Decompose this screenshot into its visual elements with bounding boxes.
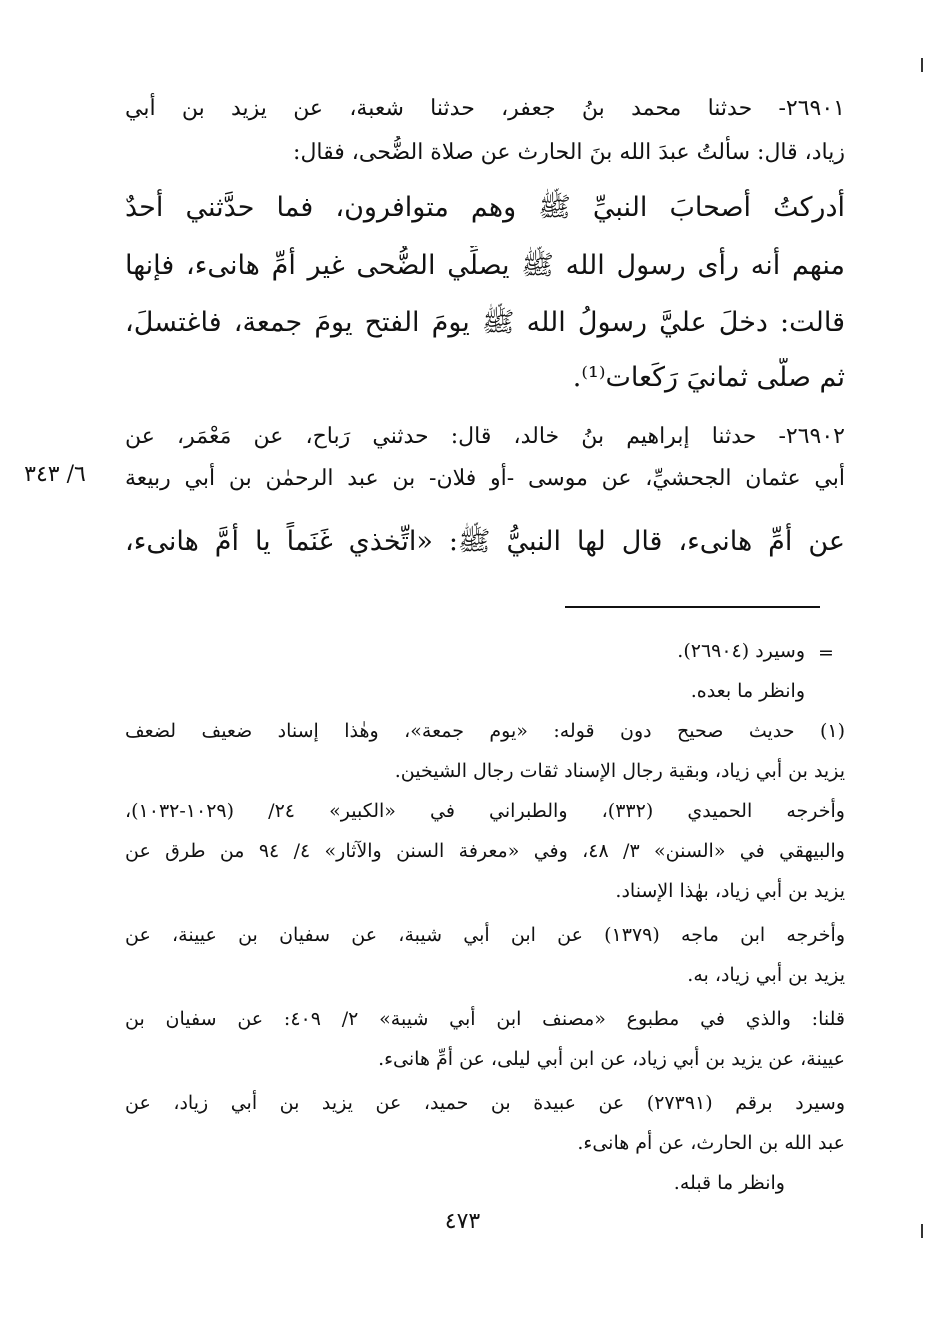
hadith-2-matn-line-1: عن أمِّ هانىء، قال لها النبيُّ ﷺ: «اتِّخذي غَنَماً يا أُمَّ هانىء، (125, 526, 845, 557)
hadith-1-matn-line-4: ثم صلَّى ثمانيَ رَكَعات⁽¹⁾. (572, 362, 845, 393)
footnote-line-8: وأخرجه ابن ماجه (١٣٧٩) عن ابن أبي شيبة، عن سفيان بن عيينة، عن (125, 924, 845, 946)
hadith-2-isnad-line-1: ٢٦٩٠٢- حدثنا إبراهيم بنُ خالد، قال: حدثني رَباح، عن مَعْمَر، عن (125, 424, 845, 449)
footnote-line-5: وأخرجه الحميدي (٣٣٢)، والطبراني في «الكبير» ٢٤/ (١٠٢٩-١٠٣٢)، (125, 800, 845, 822)
scan-edge-mark (921, 1224, 923, 1238)
footnote-line-9: يزيد بن أبي زياد، به. (687, 964, 845, 986)
footnote-separator (565, 606, 820, 608)
footnote-line-11: عيينة، عن يزيد بن أبي زياد، عن ابن أبي ليلى، عن أمِّ هانىء. (378, 1048, 845, 1070)
footnote-line-12: وسيرد برقم (٢٧٣٩١) عن عبيدة بن حميد، عن يزيد بن أبي زياد، عن (125, 1092, 845, 1114)
hadith-1-isnad-line-1: ٢٦٩٠١- حدثنا محمد بنُ جعفر، حدثنا شعبة، عن يزيد بن أبي (125, 96, 845, 121)
footnote-line-1: وسيرد (٢٦٩٠٤). (677, 640, 805, 662)
footnote-line-14: وانظر ما قبله. (673, 1172, 785, 1194)
hadith-1-matn-line-2: منهم أنه رأى رسول الله ﷺ يصلِّي الضُّحى غير أمِّ هانىء، فإنها (125, 250, 845, 281)
footnote-line-2: وانظر ما بعده. (690, 680, 805, 702)
hadith-2-isnad-line-2: أبي عثمان الجحشيِّ، عن موسى -أو فلان- بن عبد الرحمٰن بن أبي ربيعة (125, 466, 845, 491)
footnote-line-10: قلنا: والذي في مطبوع «مصنف ابن أبي شيبة» ٢/ ٤٠٩: عن سفيان بن (125, 1008, 845, 1030)
footnote-line-13: عبد الله بن الحارث، عن أم هانىء. (577, 1132, 845, 1154)
margin-reference: ٦/ ٣٤٣ (24, 462, 86, 487)
scan-edge-mark (921, 58, 923, 72)
hadith-1-matn-line-1: أدركتُ أصحابَ النبيِّ ﷺ وهم متوافرون، فما حدَّثني أحدٌ (125, 192, 845, 223)
hadith-1-matn-line-3: قالت: دخلَ عليَّ رسولُ الله ﷺ يومَ الفتح يومَ جمعة، فاغتسلَ، (125, 307, 845, 338)
footnote-line-6: والبيهقي في «السنن» ٣/ ٤٨، وفي «معرفة السنن والآثار» ٤/ ٩٤ من طرق عن (125, 840, 845, 862)
hadith-1-isnad-line-2: زياد، قال: سألتُ عبدَ الله بنَ الحارث عن صلاة الضُّحى، فقال: (293, 140, 845, 165)
page-number: ٤٧٣ (444, 1209, 481, 1234)
footnote-line-4: يزيد بن أبي زياد، وبقية رجال الإسناد ثقات رجال الشيخين. (394, 760, 845, 782)
footnote-line-3: (١) حديث صحيح دون قوله: «يوم جمعة»، وهٰذا إسناد ضعيف لضعف (125, 720, 845, 742)
continuation-mark: = (818, 642, 834, 664)
footnote-line-7: يزيد بن أبي زياد، بهٰذا الإسناد. (615, 880, 845, 902)
